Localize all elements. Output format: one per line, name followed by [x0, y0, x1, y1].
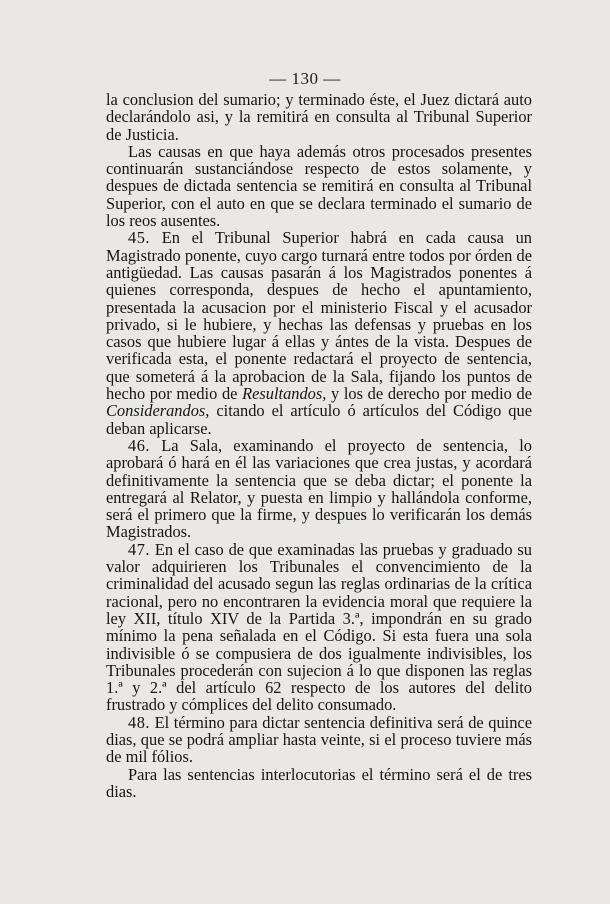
paragraph-absent-defendants: Las causas en que haya además otros procesados presentes continuarán sustanciándose respecto de estos solamente, y despues de dictada sentencia se remitirá en consulta al Tribunal Superior, con el auto en que se declara terminado el sumario de los reos ausentes. — [106, 141, 532, 231]
article-number: 46. — [128, 435, 150, 455]
article-text: En el Tribunal Superior habrá en cada causa un Magistrado ponente, cuyo cargo turnará entre todos por órden de antigüedad. Las causas pasarán á los Magistrados ponentes á quienes corresponda, despues de hecho el apuntamiento, presentada la acusacion por el ministerio Fiscal y el acusador privado, si le hubiere, y hechas las defensas y pruebas en los casos que hubiere lugar á ellas y ántes de la vista. Despues de verificada esta, el ponente redactará el proyecto de sentencia, que someterá á la aprobacion de la Sala, fijando los puntos de hecho por medio de — [106, 228, 532, 404]
paragraph-interlocutory: Para las sentencias interlocutorias el término será el de tres dias. — [106, 764, 532, 801]
article-47 — [106, 541, 532, 714]
article-46 — [106, 437, 532, 541]
italic-term: Resultandos, — [242, 384, 327, 404]
article-text-tail: citando el artículo ó artículos del Código que deban aplicarse. — [106, 401, 532, 438]
article-text: En el caso de que examinadas las pruebas y graduado su valor adquirieren los Tribunales el convencimiento de la criminalidad del acusado segun las reglas ordinarias de la crítica racional, pero no encontraren la evidencia moral que requiere la ley XII, título XIV de la Partida 3.ª, impondrán en su grado mínimo la pena señalada en el Código. Si esta fuera una sola indivisible ó se compusiera de dos igualmente indivisibles, los Tribunales procederán con sujecion á lo que disponen las reglas 1.ª y 2.ª del artículo 62 respecto de los autores del delito frustrado y cómplices del delito consumado. — [106, 539, 532, 715]
article-text: El término para dictar sentencia definitiva será de quince dias, que se podrá ampliar hasta veinte, si el proceso tuviere más de mil fólios. — [106, 712, 532, 767]
article-48 — [106, 714, 532, 766]
article-number: 47. — [128, 539, 150, 559]
article-text: La Sala, examinando el proyecto de sentencia, lo aprobará ó hará en él las variaciones que crea justas, y acordará definitivamente la sentencia que se deba dictar; el ponente la entregará al Relator, y puesta en limpio y hallándola conforme, será el primero que la firme, y despues lo verificarán los demás Magistrados. — [106, 435, 532, 542]
paragraph-continuation: la conclusion del sumario; y terminado éste, el Juez dictará auto declarándolo asi, y la remitirá en consulta al Tribunal Superior de Justicia. — [106, 90, 532, 144]
article-45 — [106, 229, 532, 437]
article-text-mid: y los de derecho por medio de — [331, 384, 532, 404]
italic-term: Considerandos, — [106, 401, 210, 421]
page-number: — 130 — — [269, 69, 341, 88]
article-number: 48. — [128, 712, 150, 732]
body-text — [106, 91, 532, 800]
article-number: 45. — [128, 228, 150, 248]
